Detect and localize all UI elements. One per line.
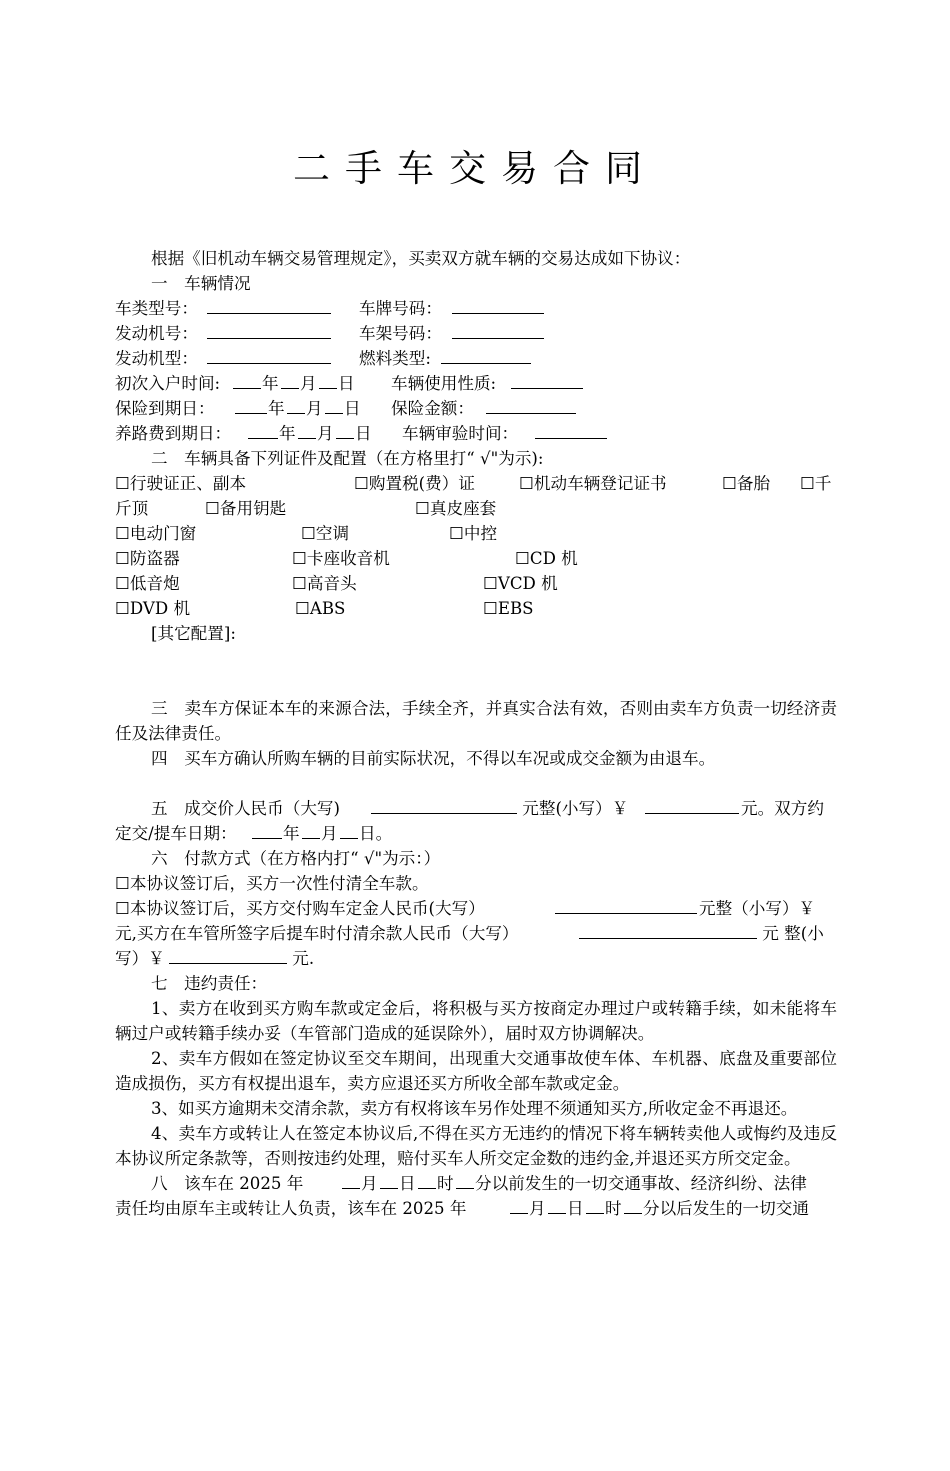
model-label: 车类型号：	[115, 299, 198, 318]
penalty-clause-2: 2、卖车方假如在签定协议至交车期间，出现重大交通事故使车体、车机器、底盘及重要部位造成损伤，买方有权提出退车，卖方应退还买方所收全部车款或定金。	[115, 1049, 837, 1093]
balance-figure-field[interactable]	[169, 946, 287, 964]
checkbox-abs[interactable]: ☐ABS	[295, 599, 346, 618]
month-text: 月	[300, 374, 317, 393]
section-1-heading: 一 车辆情况	[151, 274, 251, 293]
delivery-date-label: 定交/提车日期：	[115, 824, 237, 843]
penalty-clause-3: 3、如买方逾期未交清余款，卖方有权将该车另作处理不须通知买方,所收定金不再退还。	[151, 1099, 798, 1118]
first-reg-day-field[interactable]	[319, 371, 337, 389]
payment-option-2-line-2	[115, 921, 837, 946]
insurance-amount-field[interactable]	[486, 396, 576, 414]
delivery-year-field[interactable]	[252, 821, 282, 839]
cutoff-month-field[interactable]	[342, 1171, 360, 1189]
checkbox-cd[interactable]: ☐CD 机	[515, 549, 578, 568]
road-fee-day-field[interactable]	[336, 421, 354, 439]
model-field[interactable]	[207, 296, 331, 314]
inspection-label: 车辆审验时间：	[402, 424, 519, 443]
hour-text: 时	[605, 1199, 622, 1218]
road-fee-year-field[interactable]	[248, 421, 278, 439]
deposit-figure-label: 元整（小写）￥	[699, 899, 816, 918]
checkbox-ac[interactable]: ☐空调	[301, 524, 350, 543]
checkbox-radio[interactable]: ☐卡座收音机	[292, 549, 390, 568]
engine-no-label: 发动机号：	[115, 324, 198, 343]
payment-option-2-line-1	[115, 896, 837, 921]
balance-label: 元,买方在车管所签字后提车时付清余款人民币（大写）	[115, 924, 519, 943]
after-month-field[interactable]	[510, 1196, 528, 1214]
vehicle-row-4	[115, 371, 837, 396]
inspection-field[interactable]	[535, 421, 607, 439]
delivery-month-field[interactable]	[302, 821, 320, 839]
jack-label-cont: 斤顶	[115, 499, 149, 518]
month-text: 月	[321, 824, 338, 843]
checkbox-tweeter[interactable]: ☐高音头	[292, 574, 357, 593]
insurance-expiry-label: 保险到期日：	[115, 399, 215, 418]
month-text: 月	[361, 1174, 378, 1193]
cutoff-minute-field[interactable]	[456, 1171, 474, 1189]
liability-text-3: 责任均由原车主或转让人负责，该车在 2025 年	[115, 1199, 467, 1218]
price-unit-text: 元。双方约	[741, 799, 824, 818]
ins-day-field[interactable]	[325, 396, 343, 414]
insurance-amount-label: 保险金额：	[391, 399, 474, 418]
contract-body	[115, 246, 837, 1221]
payment-option-1[interactable]: ☐本协议签订后，买方一次性付清全车款。	[115, 874, 429, 893]
fuel-label: 燃料类型:	[359, 349, 431, 368]
page-title: 二手车交易合同	[293, 147, 657, 190]
liability-text-4: 分以后发生的一切交通	[643, 1199, 809, 1218]
checkbox-ebs[interactable]: ☐EBS	[483, 599, 534, 618]
checkbox-spare-tire[interactable]: ☐备胎	[722, 474, 771, 493]
liability-text-2: 分以前发生的一切交通事故、经济纠纷、法律	[475, 1174, 807, 1193]
price-figure-field[interactable]	[645, 796, 739, 814]
price-figure-label: 元整(小写）￥	[517, 799, 629, 818]
deposit-words-field[interactable]	[555, 896, 697, 914]
fuel-field[interactable]	[441, 346, 531, 364]
road-fee-month-field[interactable]	[298, 421, 316, 439]
section-3-paragraph: 三 卖车方保证本车的来源合法，手续全齐，并真实合法有效，否则由卖车方负责一切经济责任及法律责任。	[115, 699, 837, 743]
year-text: 年	[283, 824, 300, 843]
day-text: 日	[344, 399, 361, 418]
usage-field[interactable]	[511, 371, 583, 389]
config-row-4	[115, 546, 837, 571]
vehicle-row-1	[115, 296, 837, 321]
year-text: 年	[279, 424, 296, 443]
config-row-6	[115, 596, 837, 621]
road-fee-label: 养路费到期日：	[115, 424, 232, 443]
day-text: 日	[399, 1174, 416, 1193]
section-8-line-1	[115, 1171, 837, 1196]
plate-field[interactable]	[452, 296, 544, 314]
section-5-line-2	[115, 821, 837, 846]
delivery-day-field[interactable]	[340, 821, 358, 839]
checkbox-registration[interactable]: ☐机动车辆登记证书	[519, 474, 667, 493]
checkbox-spare-key[interactable]: ☐备用钥匙	[205, 499, 287, 518]
checkbox-anti-theft[interactable]: ☐防盗器	[115, 549, 180, 568]
section-6-heading: 六 付款方式（在方格内打“ √"为示：）	[151, 849, 441, 868]
section-8-line-2	[115, 1196, 837, 1221]
first-reg-year-field[interactable]	[233, 371, 261, 389]
engine-type-label: 发动机型：	[115, 349, 198, 368]
day-text: 日	[338, 374, 355, 393]
checkbox-leather[interactable]: ☐真皮座套	[415, 499, 497, 518]
checkbox-purchase-tax[interactable]: ☐购置税(费）证	[354, 474, 475, 493]
plate-label: 车牌号码：	[359, 299, 442, 318]
day-text: 日	[355, 424, 372, 443]
section-7-heading: 七 违约责任：	[151, 974, 268, 993]
balance-figure-label: 元 整(小	[757, 924, 824, 943]
penalty-clause-4: 4、卖车方或转让人在签定本协议后,不得在买方无违约的情况下将车辆转卖他人或悔约及违反本协议所定条款等，否则按违约处理，赔付买车人所交定金数的违约金,并退还买方所交定金。	[115, 1124, 837, 1168]
penalty-clause-1: 1、卖方在收到买方购车款或定金后，将积极与买方按商定办理过户或转籍手续，如未能将车辆过户或转籍手续办妥（车管部门造成的延误除外），届时双方协调解决。	[115, 999, 837, 1043]
usage-label: 车辆使用性质:	[391, 374, 497, 393]
section-4-paragraph: 四 买车方确认所购车辆的目前实际状况，不得以车况或成交金额为由退车。	[151, 749, 716, 768]
engine-type-field[interactable]	[207, 346, 331, 364]
config-row-2	[115, 496, 837, 521]
cutoff-hour-field[interactable]	[418, 1171, 436, 1189]
vehicle-row-3	[115, 346, 837, 371]
config-row-1	[115, 471, 837, 496]
price-label: 五 成交价人民币（大写)	[151, 799, 341, 818]
vehicle-row-6	[115, 421, 837, 446]
day-text: 日。	[359, 824, 393, 843]
day-text: 日	[567, 1199, 584, 1218]
balance-unit-text: 元.	[287, 949, 315, 968]
liability-text-1: 八 该车在 2025 年	[151, 1174, 304, 1193]
intro-paragraph: 根据《旧机动车辆交易管理规定》，买卖双方就车辆的交易达成如下协议：	[151, 249, 691, 268]
other-config-label: [其它配置]:	[151, 624, 236, 643]
after-hour-field[interactable]	[586, 1196, 604, 1214]
first-reg-month-field[interactable]	[281, 371, 299, 389]
vehicle-row-5	[115, 396, 837, 421]
payment-option-2[interactable]: ☐本协议签订后，买方交付购车定金人民币(大写）	[115, 899, 485, 918]
hour-text: 时	[437, 1174, 454, 1193]
month-text: 月	[306, 399, 323, 418]
checkbox-vcd[interactable]: ☐VCD 机	[483, 574, 558, 593]
price-words-field[interactable]	[371, 796, 517, 814]
checkbox-power-windows[interactable]: ☐电动门窗	[115, 524, 197, 543]
vehicle-row-2	[115, 321, 837, 346]
frame-no-label: 车架号码：	[359, 324, 442, 343]
year-text: 年	[268, 399, 285, 418]
config-row-3	[115, 521, 837, 546]
checkbox-license[interactable]: ☐行驶证正、副本	[115, 474, 247, 493]
cutoff-day-field[interactable]	[380, 1171, 398, 1189]
after-day-field[interactable]	[548, 1196, 566, 1214]
checkbox-jack[interactable]: ☐千	[800, 474, 832, 493]
section-5-line-1	[115, 796, 837, 821]
section-2-heading: 二 车辆具备下列证件及配置（在方格里打“ √"为示):	[151, 449, 544, 468]
after-minute-field[interactable]	[624, 1196, 642, 1214]
year-text: 年	[262, 374, 279, 393]
frame-no-field[interactable]	[452, 321, 544, 339]
balance-figure-prefix: 写）￥	[115, 949, 165, 968]
engine-no-field[interactable]	[207, 321, 331, 339]
balance-words-field[interactable]	[579, 921, 757, 939]
first-reg-label: 初次入户时间:	[115, 374, 221, 393]
month-text: 月	[317, 424, 334, 443]
checkbox-subwoofer[interactable]: ☐低音炮	[115, 574, 180, 593]
config-row-5	[115, 571, 837, 596]
ins-month-field[interactable]	[287, 396, 305, 414]
ins-year-field[interactable]	[235, 396, 267, 414]
checkbox-dvd[interactable]: ☐DVD 机	[115, 599, 191, 618]
month-text: 月	[529, 1199, 546, 1218]
checkbox-central-lock[interactable]: ☐中控	[449, 524, 498, 543]
payment-option-2-line-3	[115, 946, 837, 971]
